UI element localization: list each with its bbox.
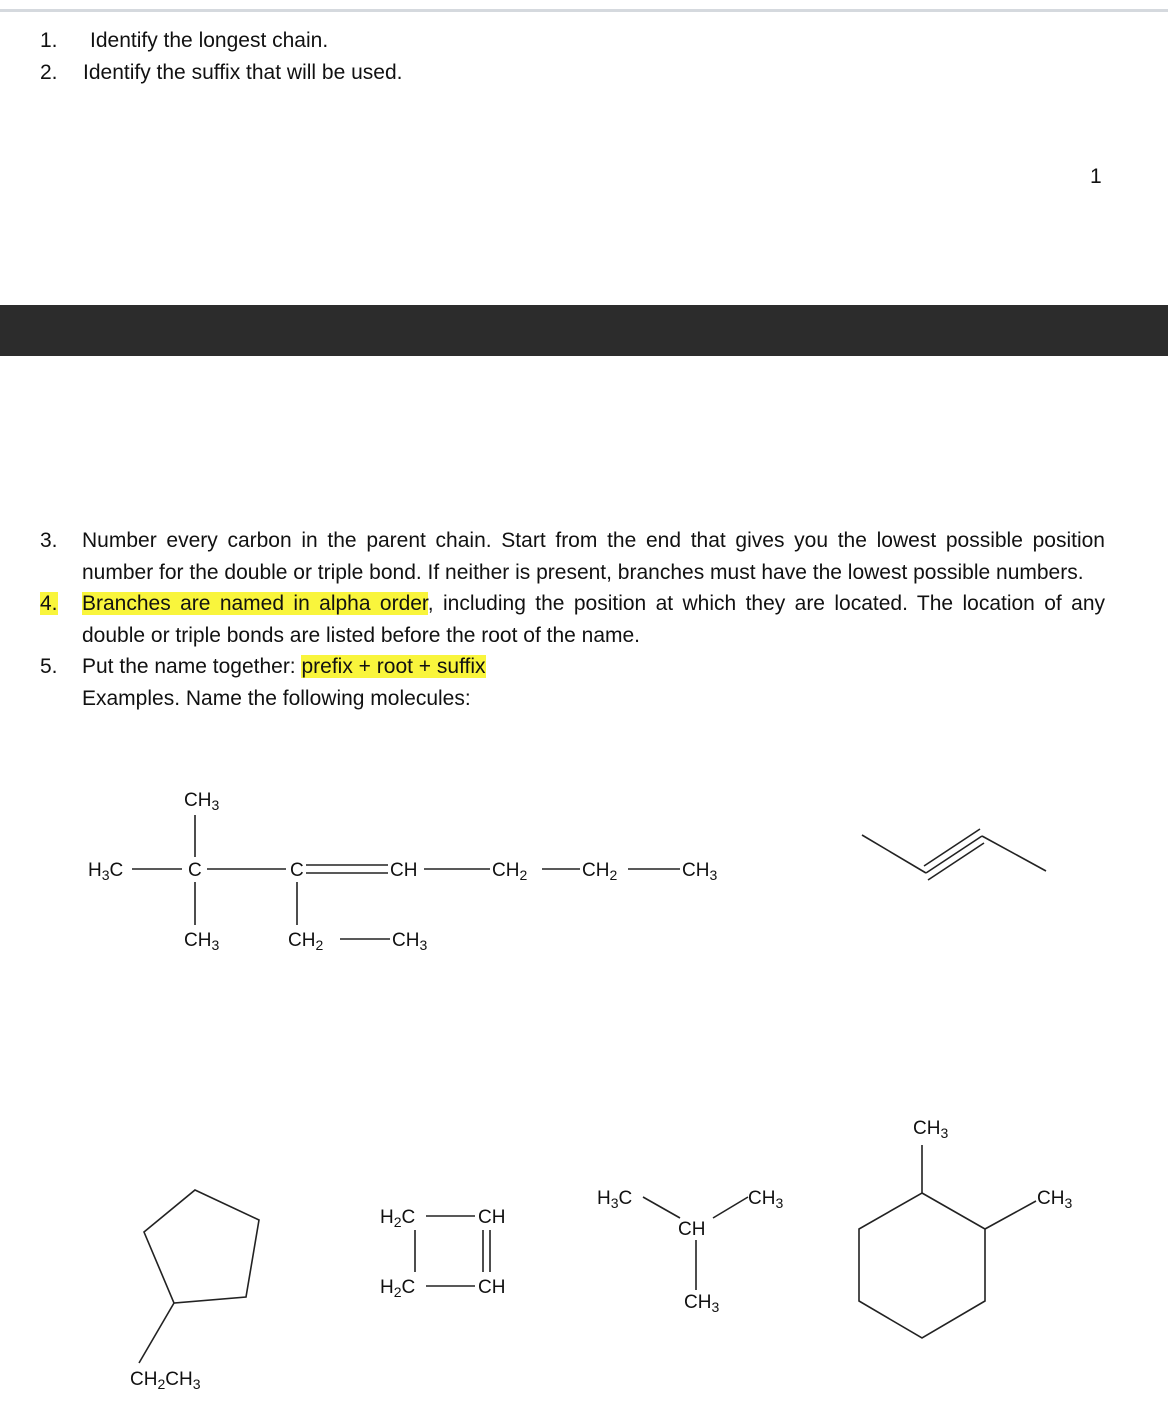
- label-h2c-bottom: $H_2C$: [380, 1277, 416, 1300]
- label-ch: CH: [390, 860, 418, 881]
- bond-lines: [132, 815, 1046, 1363]
- page-number: 1: [1090, 165, 1102, 188]
- step-1-number: 1.: [40, 29, 58, 52]
- step-5-lead: Put the name together:: [82, 655, 302, 678]
- bond-27: [859, 1193, 985, 1338]
- label-ch-top: CH: [478, 1207, 506, 1228]
- step-4-rest: , including the position at which they are located. The location of any double or triple bonds are listed before the root of the name.: [82, 592, 1105, 647]
- bond-15: [928, 843, 984, 880]
- label-ch3-iso-right: $CH_3$: [748, 1188, 784, 1211]
- step-4-number: 4.: [40, 592, 58, 615]
- step-4-highlight: Branches are named in alpha order: [82, 592, 428, 615]
- step-3-text: Number every carbon in the parent chain. Start from the end that gives you the lowest possible position number for the double or triple bond. If neither is present, branches must have the lowest possible numbers.: [82, 529, 1105, 584]
- label-ch3-hex-top: $CH_3$: [913, 1118, 949, 1141]
- examples-label: Examples. Name the following molecules:: [82, 686, 471, 710]
- atom-labels: [88, 790, 1072, 1392]
- step-1-text: Identify the longest chain.: [90, 29, 329, 52]
- label-ch2-bottom: $CH_2$: [288, 930, 324, 953]
- bond-12: [862, 835, 926, 873]
- label-h2c-top: $H_2C$: [380, 1207, 416, 1230]
- label-ch3-hex-right: $CH_3$: [1037, 1188, 1073, 1211]
- label-ch3-bottom: $CH_3$: [184, 930, 220, 953]
- label-ch2-a: $CH_2$: [492, 860, 528, 883]
- label-c2: C: [290, 860, 304, 881]
- bond-17: [144, 1190, 259, 1303]
- bond-16: [982, 836, 1046, 871]
- label-ethyl: $CH_2CH_3$: [130, 1369, 201, 1392]
- bond-24: [643, 1197, 680, 1218]
- step-5-number: 5.: [40, 655, 58, 678]
- label-ch3-iso-bottom: $CH_3$: [684, 1292, 720, 1315]
- label-h3c-left: $H_3C$: [88, 860, 124, 883]
- bond-14: [926, 836, 982, 873]
- step-3-number: 3.: [40, 529, 58, 552]
- label-ch-center: CH: [678, 1219, 706, 1240]
- label-c1: C: [188, 860, 202, 881]
- bond-25: [713, 1197, 748, 1218]
- label-ch2-b: $CH_2$: [582, 860, 618, 883]
- bond-18: [139, 1303, 174, 1363]
- step-2-number: 2.: [40, 61, 58, 84]
- label-ch3-bottom-right: $CH_3$: [392, 930, 428, 953]
- step-5-highlight: prefix + root + suffix: [301, 655, 486, 678]
- label-h3c: $H_3C$: [597, 1188, 633, 1211]
- label-ch-bottom: CH: [478, 1277, 506, 1298]
- step-2-text: Identify the suffix that will be used.: [83, 61, 403, 84]
- bond-13: [924, 829, 980, 866]
- bond-29: [985, 1201, 1036, 1229]
- label-ch3-right: $CH_3$: [682, 860, 718, 883]
- label-ch3-top: $CH_3$: [184, 790, 220, 813]
